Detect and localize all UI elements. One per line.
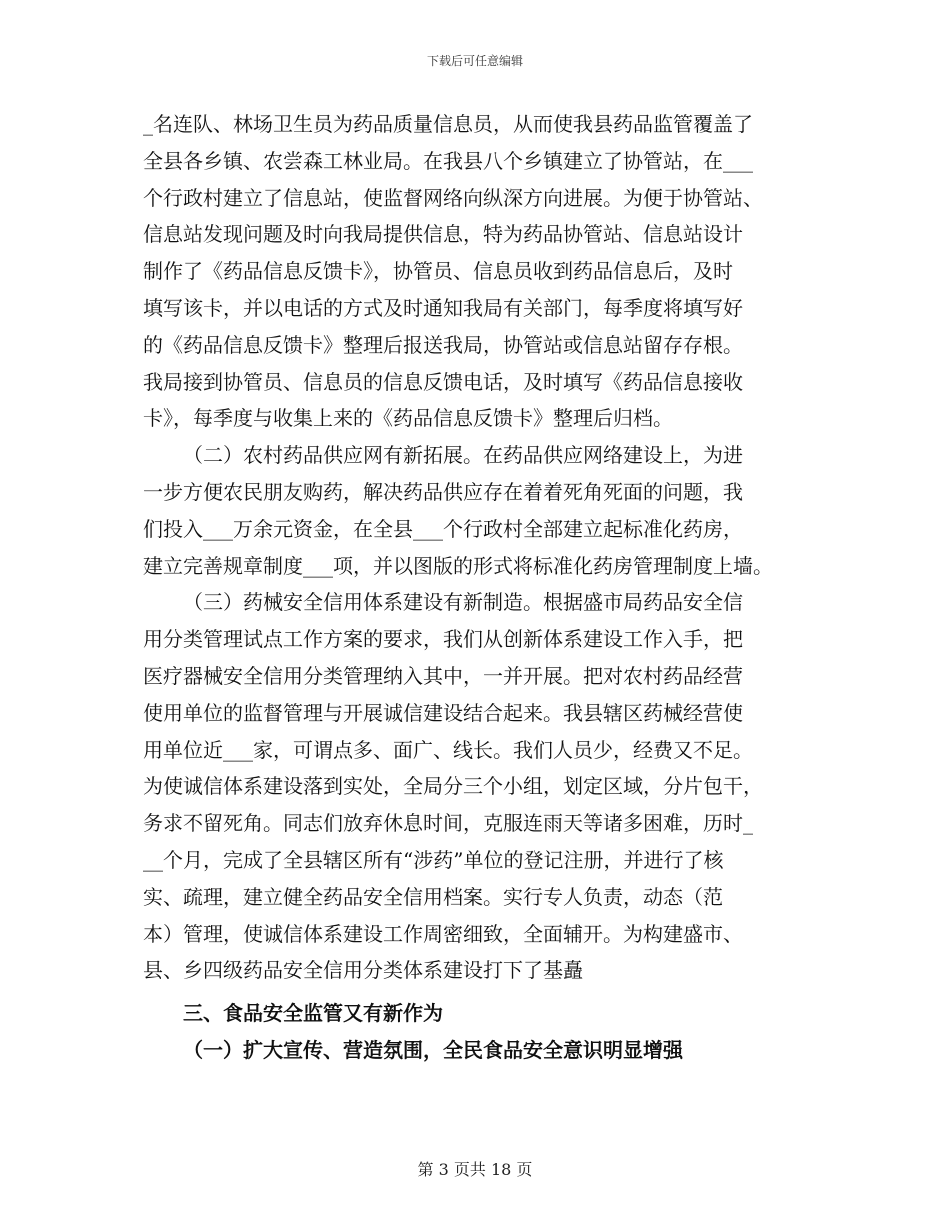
text-line: _名连队、林场卫生员为药品质量信息员，从而使我县药品监管覆盖了: [143, 112, 753, 136]
text-line: 个行政村建立了信息站，使监督网络向纵深方向进展。为便于协管站、: [143, 185, 763, 210]
paragraph-2: [143, 437, 823, 584]
text-line: 用分类管理试点工作方案的要求，我们从创新体系建设工作入手，把: [143, 627, 743, 652]
text-line: 建立完善规章制度___项，并以图版的形式将标准化药房管理制度上墙。: [143, 553, 773, 578]
text-line: 务求不留死角。同志们放弃休息时间，克服连雨天等诸多困难，历时_: [143, 811, 753, 836]
text-line: 全县各乡镇、农尝森工林业局。在我县八个乡镇建立了协管站，在___: [143, 148, 753, 173]
text-line: 本）管理，使诚信体系建设工作周密细致，全面辅开。为构建盛市、: [143, 921, 743, 946]
text-line: 一步方便农民朋友购药，解决药品供应存在着着死角死面的问题，我: [143, 479, 743, 504]
text-line: 我局接到协管员、信息员的信息反馈电话，及时填写《药品信息接收: [143, 369, 743, 394]
text-line: 使用单位的监督管理与开展诚信建设结合起来。我县辖区药械经营使: [143, 700, 743, 725]
paragraph-3: [143, 584, 823, 989]
text-line: __个月，完成了全县辖区所有“涉药”单位的登记注册，并进行了核: [143, 847, 724, 872]
text-line: 信息站发现问题及时向我局提供信息，特为药品协管站、信息站设计: [143, 222, 743, 247]
text-line: 的《药品信息反馈卡》整理后报送我局，协管站或信息站留存存根。: [143, 332, 743, 357]
text-line: 用单位近___家，可谓点多、面广、线长。我们人员少，经费又不足。: [143, 737, 753, 762]
text-line: 们投入___万余元资金，在全县___个行政村全部建立起标准化药房，: [143, 516, 743, 541]
text-line: 填写该卡，并以电话的方式及时通知我局有关部门，每季度将填写好: [143, 295, 743, 320]
text-line: 医疗器械安全信用分类管理纳入其中，一并开展。把对农村药品经营: [143, 663, 743, 688]
paragraph-1: [143, 106, 823, 437]
text-line: （二）农村药品供应网有新拓展。在药品供应网络建设上，为进: [183, 443, 743, 468]
page-header: 下载后可任意编辑: [426, 54, 523, 68]
text-line: 制作了《药品信息反馈卡》，协管员、信息员收到药品信息后，及时: [143, 259, 733, 284]
text-line: （三）药械安全信用体系建设有新制造。根据盛市局药品安全信: [183, 590, 743, 615]
text-line: 为使诚信体系建设落到实处，全局分三个小组，划定区域，分片包干，: [143, 774, 763, 799]
subsection-heading: （一）扩大宣传、营造氛围，全民食品安全意识明显增强: [183, 1037, 683, 1062]
page-number: 第 3 页共 18 页: [417, 1160, 533, 1179]
section-heading: 三、食品安全监管又有新作为: [183, 1001, 443, 1026]
text-line: 实、疏理，建立健全药品安全信用档案。实行专人负责，动态（范: [143, 884, 723, 909]
document-body: [143, 106, 823, 1069]
text-line: 卡》，每季度与收集上来的《药品信息反馈卡》整理后归档。: [143, 406, 673, 431]
text-line: 县、乡四级药品安全信用分类体系建设打下了基矗: [143, 958, 583, 983]
